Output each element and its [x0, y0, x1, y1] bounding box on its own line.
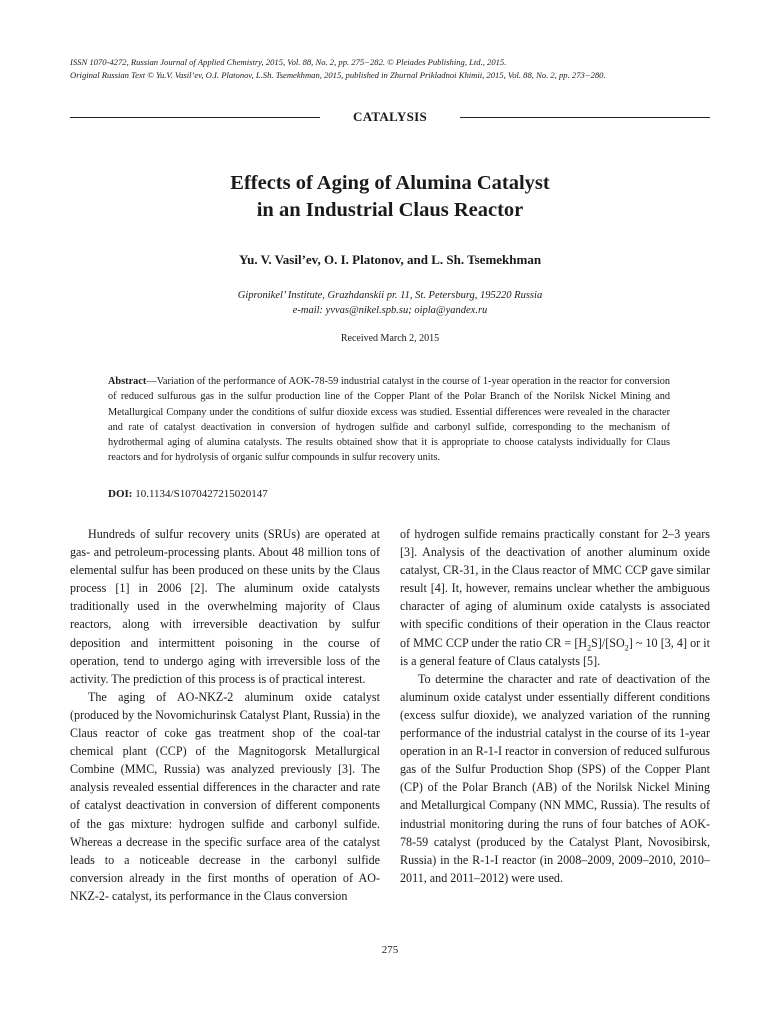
section-heading	[70, 108, 710, 126]
paragraph: The aging of AO-NKZ-2 aluminum oxide catalyst (produced by the Novomichurinsk Catalyst Plant, Russia) in the Claus reactor of coke gas treatment shop of the coal-tar chemical plant (CCP) of the Magnitogorsk Metallurgical Combine (MMC, Russia) was analyzed previously [3]. The analysis revealed essential differences in the character and rate of catalyst deactivation in conversion of different components of the gas mixture: hydrogen sulfide and carbonyl sulfide. Whereas a decrease in the specific surface area of the catalyst leads to a noticeable decrease in the carbonyl sulfide conversion already in the first months of operation of AO-NKZ-2- catalyst, its performance in the Claus conversion	[70, 689, 380, 903]
title-line-2: in an Industrial Claus Reactor	[256, 199, 524, 221]
received-date: Received March 2, 2015	[340, 333, 440, 344]
authors: Yu. V. Vasil’ev, O. I. Platonov, and L. Sh. Tsemekhman	[238, 252, 542, 267]
page-number: 275	[381, 944, 399, 956]
abstract-label: Abstract	[108, 376, 147, 387]
journal-header-line-1: ISSN 1070-4272, Russian Journal of Applied Chemistry, 2015, Vol. 88, No. 2, pp. 275−282. © Pleiades Publishing, Ltd., 2015.	[70, 57, 507, 67]
abstract-text: —Variation of the performance of AOK-78-59 industrial catalyst in the course of 1-year operation in the reactor for conversion of reduced sulfurous gas in the sulfur production line of the Copper Plant of the Polar Branch of the Norilsk Nickel Mining and Metallurgical Company under the conditions of sulfur dioxide excess was studied. Essential differences were revealed in the character and rate of catalyst deactivation in conversion of hydrogen sulfide and carbonyl sulfide, corresponding to the mechanism of hydrothermal aging of alumina catalysts. The results obtained show that it is appropriate to choose catalysts individually for Claus reactors and for hydrolysis of organic sulfur compounds in sulfur recovery units.	[108, 376, 670, 464]
doi	[108, 488, 268, 500]
section-label: CATALYSIS	[353, 109, 427, 124]
doi-label: DOI:	[108, 488, 133, 500]
subscript: 2	[587, 642, 592, 652]
affiliation-line: Gipronikel’ Institute, Grazhdanskii pr. 11, St. Petersburg, 195220 Russia	[237, 290, 543, 301]
email-line: e-mail: yvvas@nikel.spb.su; oipla@yandex.ru	[292, 305, 488, 316]
doi-link[interactable]: 10.1134/S1070427215020147	[132, 488, 268, 500]
journal-header-line-2: Original Russian Text © Yu.V. Vasil’ev, O.I. Platonov, L.Sh. Tsemekhman, 2015, published in Zhurnal Prikladnoi Khimii, 2015, Vol. 88, No. 2, pp. 273−280.	[70, 70, 606, 80]
paragraph: To determine the character and rate of deactivation of the aluminum oxide catalyst under essentially different conditions (excess sulfur dioxide), we analyzed variation of the running performance of the industrial catalyst in the course of its 1-year operation in an R-1-I reactor in conversion of reduced sulfurous gas of the Sulfur Production Shop (SPS) of the Copper Plant (CP) of the Polar Branch (AB) of the Norilsk Nickel Mining and Metallurgical Company (NN MMC, Russia). The results of industrial monitoring during the runs of four batches of AOK-78-59 catalyst (produced by the Catalyst Plant, Novosibirsk, Russia) in the R-1-I reactor (in 2008–2009, 2009–2010, 2010–2011, and 2011–2012) were used.	[400, 671, 710, 885]
paragraph: Hundreds of sulfur recovery units (SRUs) are operated at gas- and petroleum-processing plants. About 48 million tons of elemental sulfur has been produced on these units by the Claus process [1] in 2006 [2]. The aluminum oxide catalysts traditionally used in the overwhelming majority of Claus reactors, along with irreversible deactivation by sulfur deposition and intermittent poisoning in the course of operation, tend to undergo aging with irreversible loss of the activity. The prediction of this process is of practical interest.	[70, 527, 380, 686]
body-column-right	[400, 525, 710, 887]
paragraph	[400, 525, 710, 670]
text-run: ] ~ 10 [3, 4] or it is a general feature of Claus catalysts [5].	[400, 635, 710, 668]
article-title	[70, 170, 710, 224]
body-column-left	[70, 525, 380, 905]
subscript: 2	[624, 642, 629, 652]
affiliation	[70, 288, 710, 318]
title-line-1: Effects of Aging of Alumina Catalyst	[230, 172, 550, 194]
abstract	[108, 374, 670, 466]
text-run: of hydrogen sulfide remains practically constant for 2–3 years [3]. Analysis of the deactivation of another aluminum oxide catalyst, CR-31, in the Claus reactor of MMC CCP gave similar result [4]. It, however, remains unclear whether the ambiguous character of aging of aluminum oxide catalysts is associated with specific conditions of their operation in the Claus reactor of MMC CCP under the ratio CR = [H	[400, 527, 710, 650]
section-rule-right	[460, 117, 710, 118]
text-run: S]/[SO	[591, 635, 625, 650]
